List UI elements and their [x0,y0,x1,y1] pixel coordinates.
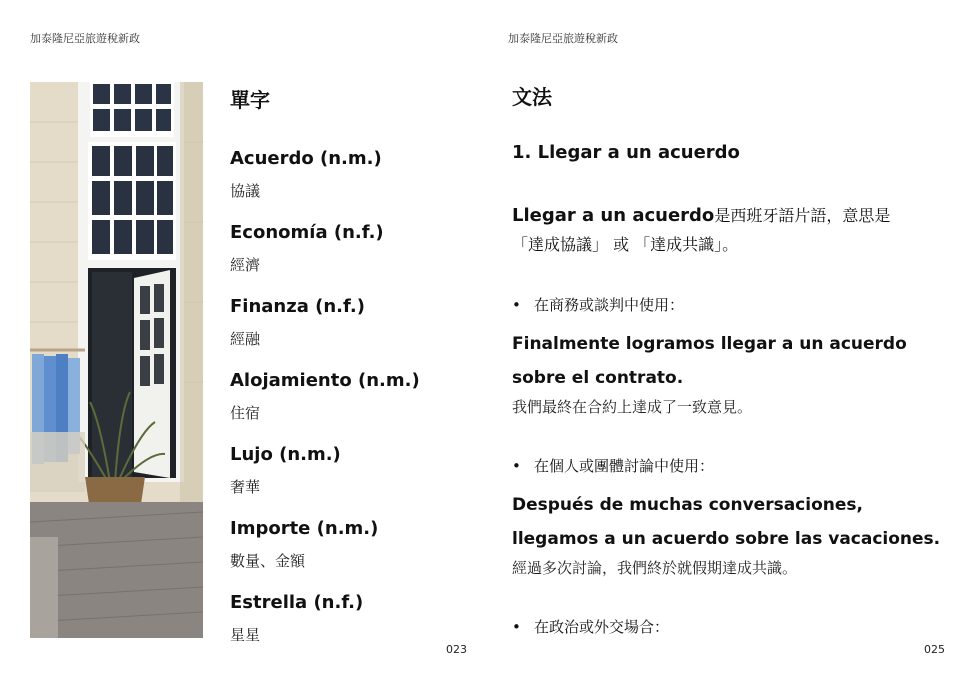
vocab-item [230,220,470,294]
bullet-dot: • [512,457,521,475]
vocab-meaning: 經濟 [230,256,261,274]
usage-block [512,454,952,580]
vocab-item [230,368,470,442]
vocab-item [230,442,470,516]
example-sentence: Después de muchas conversaciones, [512,495,863,515]
vocab-term: Estrella (n.f.) [230,592,364,613]
bullet-dot: • [512,296,521,314]
storefront-illustration [30,82,203,638]
example-sentence: sobre el contrato. [512,368,684,388]
vocab-meaning: 奢華 [230,478,261,496]
usage-label: • 在個人或團體討論中使用： [512,454,952,478]
vocab-term: Lujo (n.m.) [230,444,341,465]
usage-block [512,615,952,639]
vocab-item [230,516,470,590]
vocab-meaning: 經融 [230,330,261,348]
running-header: 加泰隆尼亞旅遊稅新政 [30,32,140,45]
storefront-photo [30,82,203,638]
vocab-item [230,294,470,368]
intro-text-line2: 「達成協議」 或 「達成共識」。 [512,235,739,254]
example-sentence: llegamos a un acuerdo sobre las vacaciones. [512,529,941,549]
intro-text: 是西班牙語片語，意思是 [714,206,891,225]
vocab-term: Economía (n.f.) [230,222,384,243]
vocab-meaning: 星星 [230,626,261,644]
grammar-intro [512,201,942,259]
example-translation: 經過多次討論，我們終於就假期達成共識。 [512,559,798,577]
usage-label: • 在商務或談判中使用： [512,293,952,317]
vocab-meaning: 住宿 [230,404,261,422]
grammar-heading: 文法 [512,85,552,109]
usage-block [512,293,952,419]
vocab-term: Finanza (n.f.) [230,296,365,317]
usage-label: • 在政治或外交場合： [512,615,952,639]
intro-phrase: Llegar a un acuerdo [512,205,715,226]
page-number: 023 [446,643,467,656]
right-page [480,0,960,678]
grammar-subheading: 1. Llegar a un acuerdo [512,142,740,163]
vocab-term: Alojamiento (n.m.) [230,370,420,391]
vocab-item [230,146,470,220]
page-number: 025 [924,643,945,656]
example-translation: 我們最終在合約上達成了一致意見。 [512,398,753,416]
bullet-dot: • [512,618,521,636]
example-sentence: Finalmente logramos llegar a un acuerdo [512,334,907,354]
running-header: 加泰隆尼亞旅遊稅新政 [508,32,618,45]
vocab-term: Acuerdo (n.m.) [230,148,382,169]
vocab-meaning: 數量、金額 [230,552,306,570]
vocab-meaning: 協議 [230,182,261,200]
vocab-term: Importe (n.m.) [230,518,379,539]
vocab-heading: 單字 [230,88,270,112]
vocab-list [230,146,470,664]
vocab-item [230,590,470,664]
